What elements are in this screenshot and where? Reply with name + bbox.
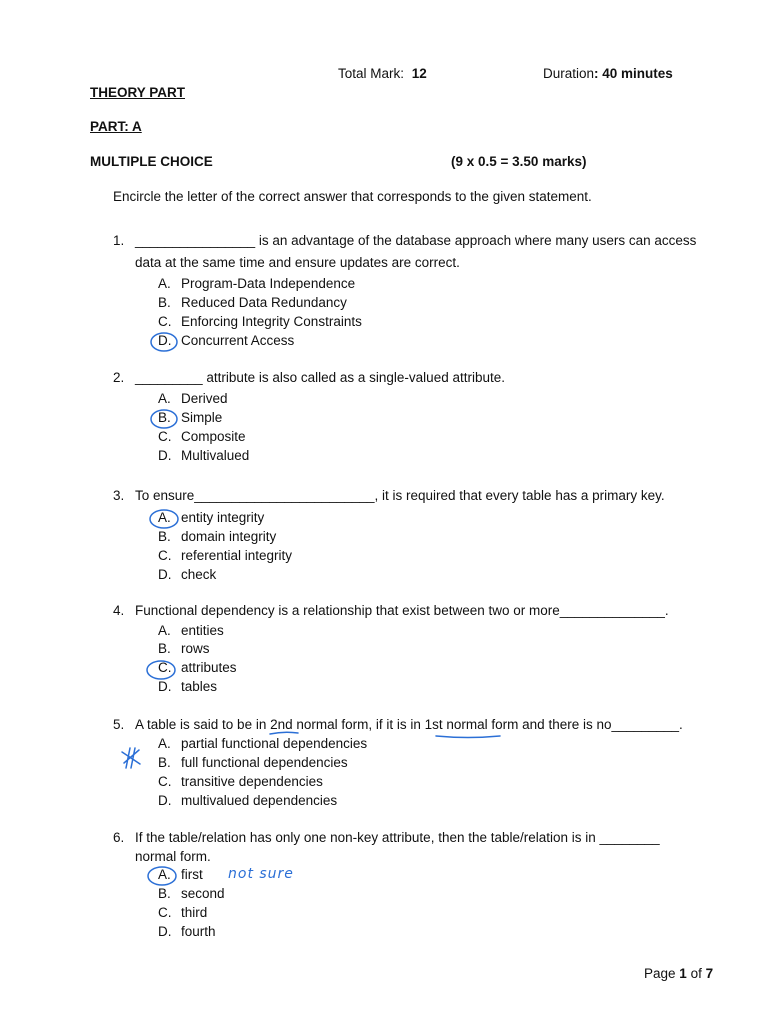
question-text: _________ attribute is also called as a single-valued attribute.	[135, 370, 505, 385]
option-letter[interactable]: B.	[158, 529, 171, 544]
marks-breakdown: (9 x 0.5 = 3.50 marks)	[451, 154, 587, 169]
part-a-heading: PART: A	[90, 119, 142, 134]
option-letter[interactable]: B.	[158, 641, 171, 656]
option-letter[interactable]: C.	[158, 548, 172, 563]
duration	[543, 66, 673, 81]
question-text: normal form.	[135, 849, 211, 864]
question-text: A table is said to be in 2nd normal form, if it is in 1st normal form and there is no_________.	[135, 717, 683, 732]
option-text: full functional dependencies	[181, 755, 348, 770]
handwritten-note: not sure	[228, 866, 294, 882]
option-text: Reduced Data Redundancy	[181, 295, 347, 310]
option-letter[interactable]: B.	[158, 755, 171, 770]
theory-part-heading: THEORY PART	[90, 85, 186, 100]
option-text: second	[181, 886, 225, 901]
option-letter[interactable]: C.	[158, 429, 172, 444]
option-letter[interactable]: A.	[158, 867, 171, 882]
question-number: 2.	[113, 370, 125, 385]
option-text: Simple	[181, 410, 223, 425]
option-text: tables	[181, 679, 218, 694]
question-number: 4.	[113, 603, 125, 618]
option-text: entity integrity	[181, 510, 265, 525]
option-letter[interactable]: A.	[158, 510, 171, 525]
option-text: transitive dependencies	[181, 774, 323, 789]
option-text: domain integrity	[181, 529, 277, 544]
underline-2nd	[270, 732, 298, 734]
option-letter[interactable]: A.	[158, 276, 171, 291]
option-text: attributes	[181, 660, 237, 675]
option-letter[interactable]: D.	[158, 679, 172, 694]
total-mark	[338, 66, 427, 81]
option-text: rows	[181, 641, 210, 656]
question-number: 3.	[113, 488, 125, 503]
underline-1st-normal	[436, 736, 500, 738]
cross-mark-q5	[122, 748, 140, 768]
option-letter[interactable]: D.	[158, 793, 172, 808]
option-text: check	[181, 567, 217, 582]
question-text: Functional dependency is a relationship that exist between two or more______________.	[135, 603, 669, 618]
option-letter[interactable]: C.	[158, 314, 172, 329]
instruction: Encircle the letter of the correct answer that corresponds to the given statement.	[113, 189, 592, 204]
page-total: 7	[705, 966, 714, 981]
option-letter[interactable]: B.	[158, 295, 171, 310]
option-text: third	[181, 905, 208, 920]
option-letter[interactable]: C.	[158, 660, 172, 675]
option-letter[interactable]: C.	[158, 905, 172, 920]
option-letter[interactable]: A.	[158, 736, 171, 751]
option-letter[interactable]: A.	[158, 623, 171, 638]
option-text: fourth	[181, 924, 216, 939]
option-letter[interactable]: A.	[158, 391, 171, 406]
option-text: Derived	[181, 391, 228, 406]
option-text: entities	[181, 623, 224, 638]
duration-label: Duration	[543, 66, 595, 81]
option-letter[interactable]: D.	[158, 567, 172, 582]
duration-value: : 40 minutes	[594, 66, 673, 81]
option-text: Composite	[181, 429, 246, 444]
question-number: 5.	[113, 717, 125, 732]
option-letter[interactable]: D.	[158, 448, 172, 463]
option-text: Program-Data Independence	[181, 276, 356, 291]
page-current: 1	[679, 966, 687, 981]
option-letter[interactable]: B.	[158, 886, 171, 901]
option-text: Multivalued	[181, 448, 250, 463]
option-text: multivalued dependencies	[181, 793, 338, 808]
multiple-choice-heading: MULTIPLE CHOICE	[90, 154, 213, 169]
question-text: ________________ is an advantage of the database approach where many users can access	[135, 233, 697, 248]
page-label: Page	[644, 966, 676, 981]
question-text: To ensure________________________, it is required that every table has a primary key.	[135, 488, 665, 503]
question-text: If the table/relation has only one non-key attribute, then the table/relation is in ________	[135, 830, 660, 845]
question-text: data at the same time and ensure updates are correct.	[135, 255, 460, 270]
page-of: of	[690, 966, 702, 981]
option-text: first	[181, 867, 203, 882]
total-mark-value: 12	[411, 66, 427, 81]
page-number	[644, 966, 713, 981]
option-text: referential integrity	[181, 548, 293, 563]
option-text: Concurrent Access	[181, 333, 295, 348]
option-letter[interactable]: C.	[158, 774, 172, 789]
option-text: partial functional dependencies	[181, 736, 368, 751]
option-text: Enforcing Integrity Constraints	[181, 314, 362, 329]
question-number: 6.	[113, 830, 125, 845]
total-mark-label: Total Mark:	[338, 66, 405, 81]
question-number: 1.	[113, 233, 125, 248]
option-letter[interactable]: D.	[158, 333, 172, 348]
option-letter[interactable]: B.	[158, 410, 171, 425]
option-letter[interactable]: D.	[158, 924, 172, 939]
